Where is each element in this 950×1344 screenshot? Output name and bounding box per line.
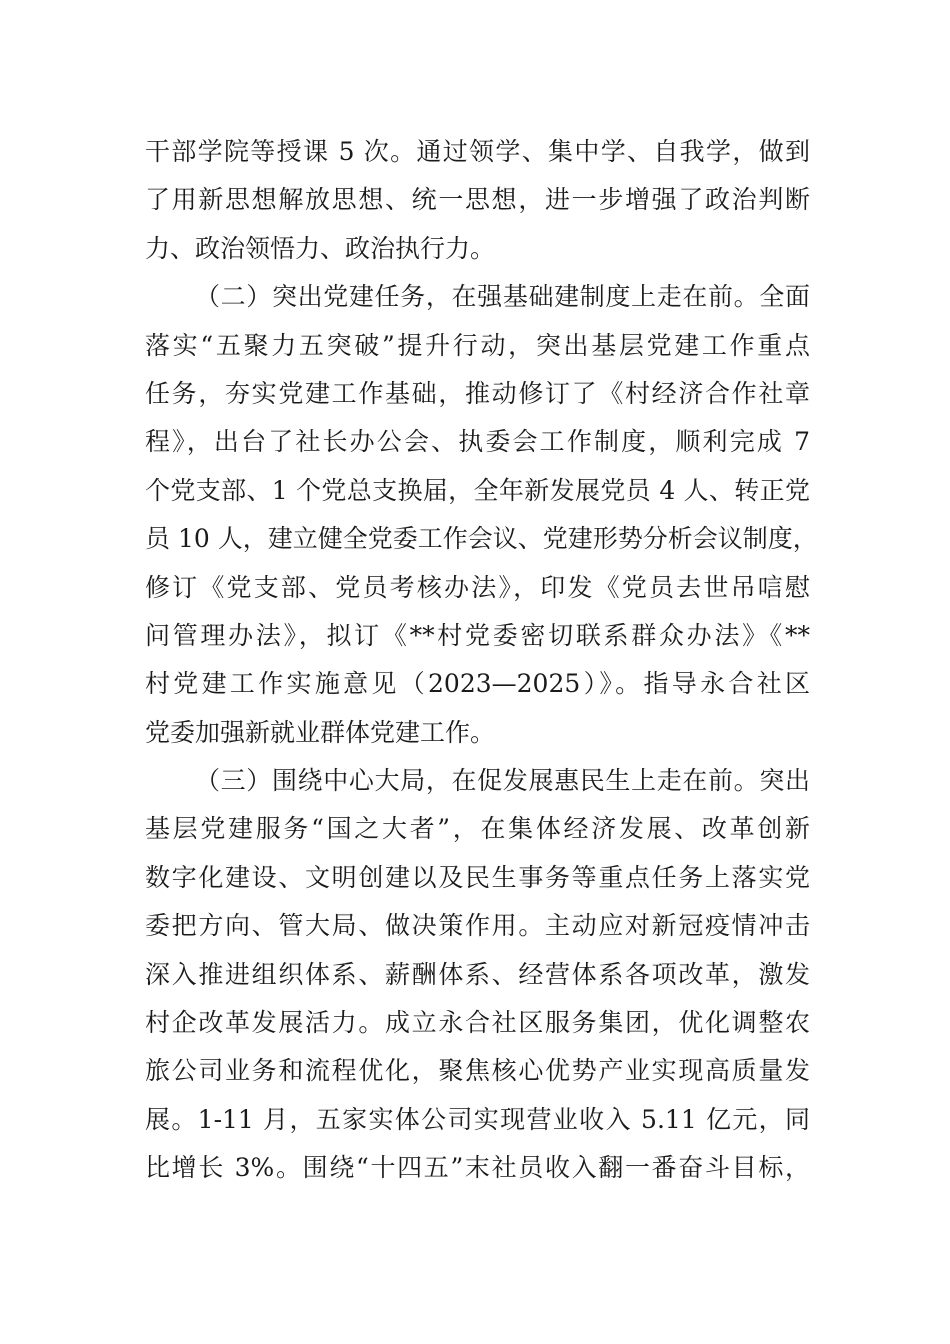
text-line: 村企改革发展活力。成立永合社区服务集团，优化调整农 (145, 1008, 810, 1038)
text-line: 党委加强新就业群体党建工作。 (145, 717, 496, 747)
text-line: 员 10 人，建立健全党委工作会议、党建形势分析会议制度， (145, 524, 818, 554)
text-line: 旅公司业务和流程优化，聚焦核心优势产业实现高质量发 (145, 1056, 810, 1086)
text-line: 落实“五聚力五突破”提升行动，突出基层党建工作重点 (145, 330, 810, 360)
section-heading-line: （二）突出党建任务，在强基础建制度上走在前。全面 (195, 282, 810, 312)
text-line: 程》，出台了社长办公会、执委会工作制度，顺利完成 7 (145, 427, 810, 457)
text-line: 展。1-11 月，五家实体公司实现营业收入 5.11 亿元，同 (145, 1104, 810, 1134)
text-line: 问管理办法》，拟订《**村党委密切联系群众办法》《** (145, 620, 810, 650)
text-line: 比增长 3%。围绕“十四五”末社员收入翻一番奋斗目标， (145, 1153, 810, 1183)
body-text (145, 128, 818, 1193)
section-heading-line: （三）围绕中心大局，在促发展惠民生上走在前。突出 (195, 766, 810, 796)
text-line: 深入推进组织体系、薪酬体系、经营体系各项改革，激发 (145, 959, 810, 989)
text-line: 干部学院等授课 5 次。通过领学、集中学、自我学，做到 (145, 137, 810, 166)
text-line: 个党支部、1 个党总支换届，全年新发展党员 4 人、转正党 (145, 475, 810, 505)
text-line: 村党建工作实施意见（2023—2025）》。指导永合社区 (145, 669, 810, 699)
text-line: 数字化建设、文明创建以及民生事务等重点任务上落实党 (145, 862, 810, 892)
text-line: 了用新思想解放思想、统一思想，进一步增强了政治判断 (145, 185, 810, 215)
text-line: 力、政治领悟力、政治执行力。 (145, 233, 496, 263)
text-line: 委把方向、管大局、做决策作用。主动应对新冠疫情冲击 (145, 911, 810, 941)
text-line: 基层党建服务“国之大者”，在集体经济发展、改革创新 (145, 814, 810, 844)
text-line: 修订《党支部、党员考核办法》，印发《党员去世吊唁慰 (145, 572, 810, 602)
text-line: 任务，夯实党建工作基础，推动修订了《村经济合作社章 (145, 378, 810, 408)
